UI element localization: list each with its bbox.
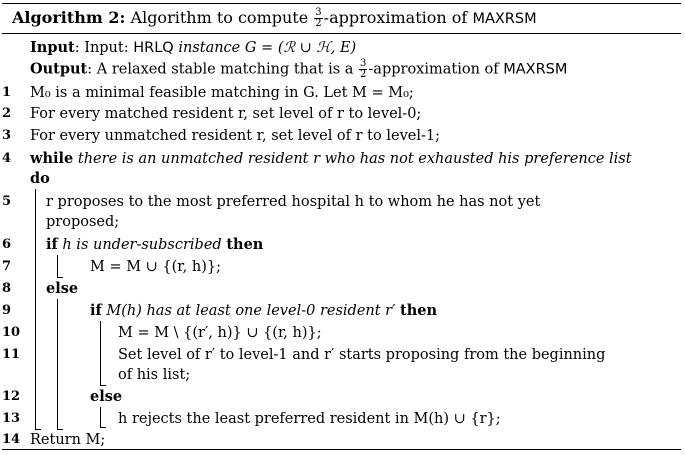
output-label: Output <box>30 60 88 78</box>
inner-then-bar <box>100 321 101 385</box>
caption-rule <box>2 33 681 34</box>
output-problem: MAXRSM <box>503 61 568 78</box>
line-number: 7 <box>2 259 12 274</box>
inner-else-bar <box>100 407 101 427</box>
algorithm-caption <box>12 8 537 29</box>
input-hrlq: HRLQ <box>133 40 174 56</box>
inner-then-hook <box>100 385 106 386</box>
caption-label: Algorithm 2: <box>12 8 126 27</box>
else-block-bar <box>57 299 58 429</box>
algorithm-box: Algorithm 2: Algorithm to compute $\frac{3}{2}$ -approximation of MAXRSM Input: Input: HRLQ instance G = (ℛ ∪ ℋ, E) Output: A relaxed stable matching that is a $\frac{3}{2}$ -approximation of MAXRSM 1 M₀ is a minimal feasible matching in G. Let M = M₀; 2 For every matched resident r, set level of r to level-0; 3 For every unmatched resident r, set level of r to level-1; 4 while there is an unmatched resident r who has not exhausted his preference list do 5 r proposes to the most preferred hospital h to whom he has not yet proposed; 6 if h is under-subscribed then 7 M = M ∪ {(r, h)}; 8 else 9 if M(h) has at least one level-0 resident r′ then 10 M = M \ {(r′, h)} ∪ {(r, h)}; 11 Set level of r′ to level-1 and r′ starts proposing from the beginning of his list; 12 else 13 h rejects the least preferred resident in M(h) ∪ {r}; 14 Return M; <box>2 3 681 451</box>
caption-fraction: $\frac{3}{2}$ <box>315 7 322 29</box>
line-number: 13 <box>2 411 21 426</box>
line-number: 12 <box>2 389 21 404</box>
output-fraction: $\frac{3}{2}$ <box>360 58 367 80</box>
line-number: 4 <box>2 151 12 166</box>
line-number: 6 <box>2 237 12 252</box>
line-number: 1 <box>2 85 12 100</box>
while-block-bar <box>35 189 36 429</box>
then-block-hook <box>57 277 63 278</box>
caption-text: Algorithm to compute <box>130 8 309 27</box>
line-number: 8 <box>2 281 12 296</box>
input-label: Input <box>30 39 75 56</box>
line-number: 11 <box>2 347 21 362</box>
line-number: 9 <box>2 303 12 318</box>
then-block-bar <box>57 255 58 277</box>
while-block-hook <box>35 429 41 430</box>
line-number: 10 <box>2 325 21 340</box>
bottom-rule <box>2 449 681 450</box>
line-number: 3 <box>2 128 12 143</box>
caption-problem: MAXRSM <box>472 11 537 27</box>
caption-text-mid: -approximation of <box>323 8 468 27</box>
line-number: 5 <box>2 194 12 209</box>
else-block-hook <box>57 429 63 430</box>
top-rule <box>2 3 681 4</box>
inner-else-hook <box>100 427 106 428</box>
line-number: 2 <box>2 106 12 121</box>
line-number: 14 <box>2 432 21 447</box>
